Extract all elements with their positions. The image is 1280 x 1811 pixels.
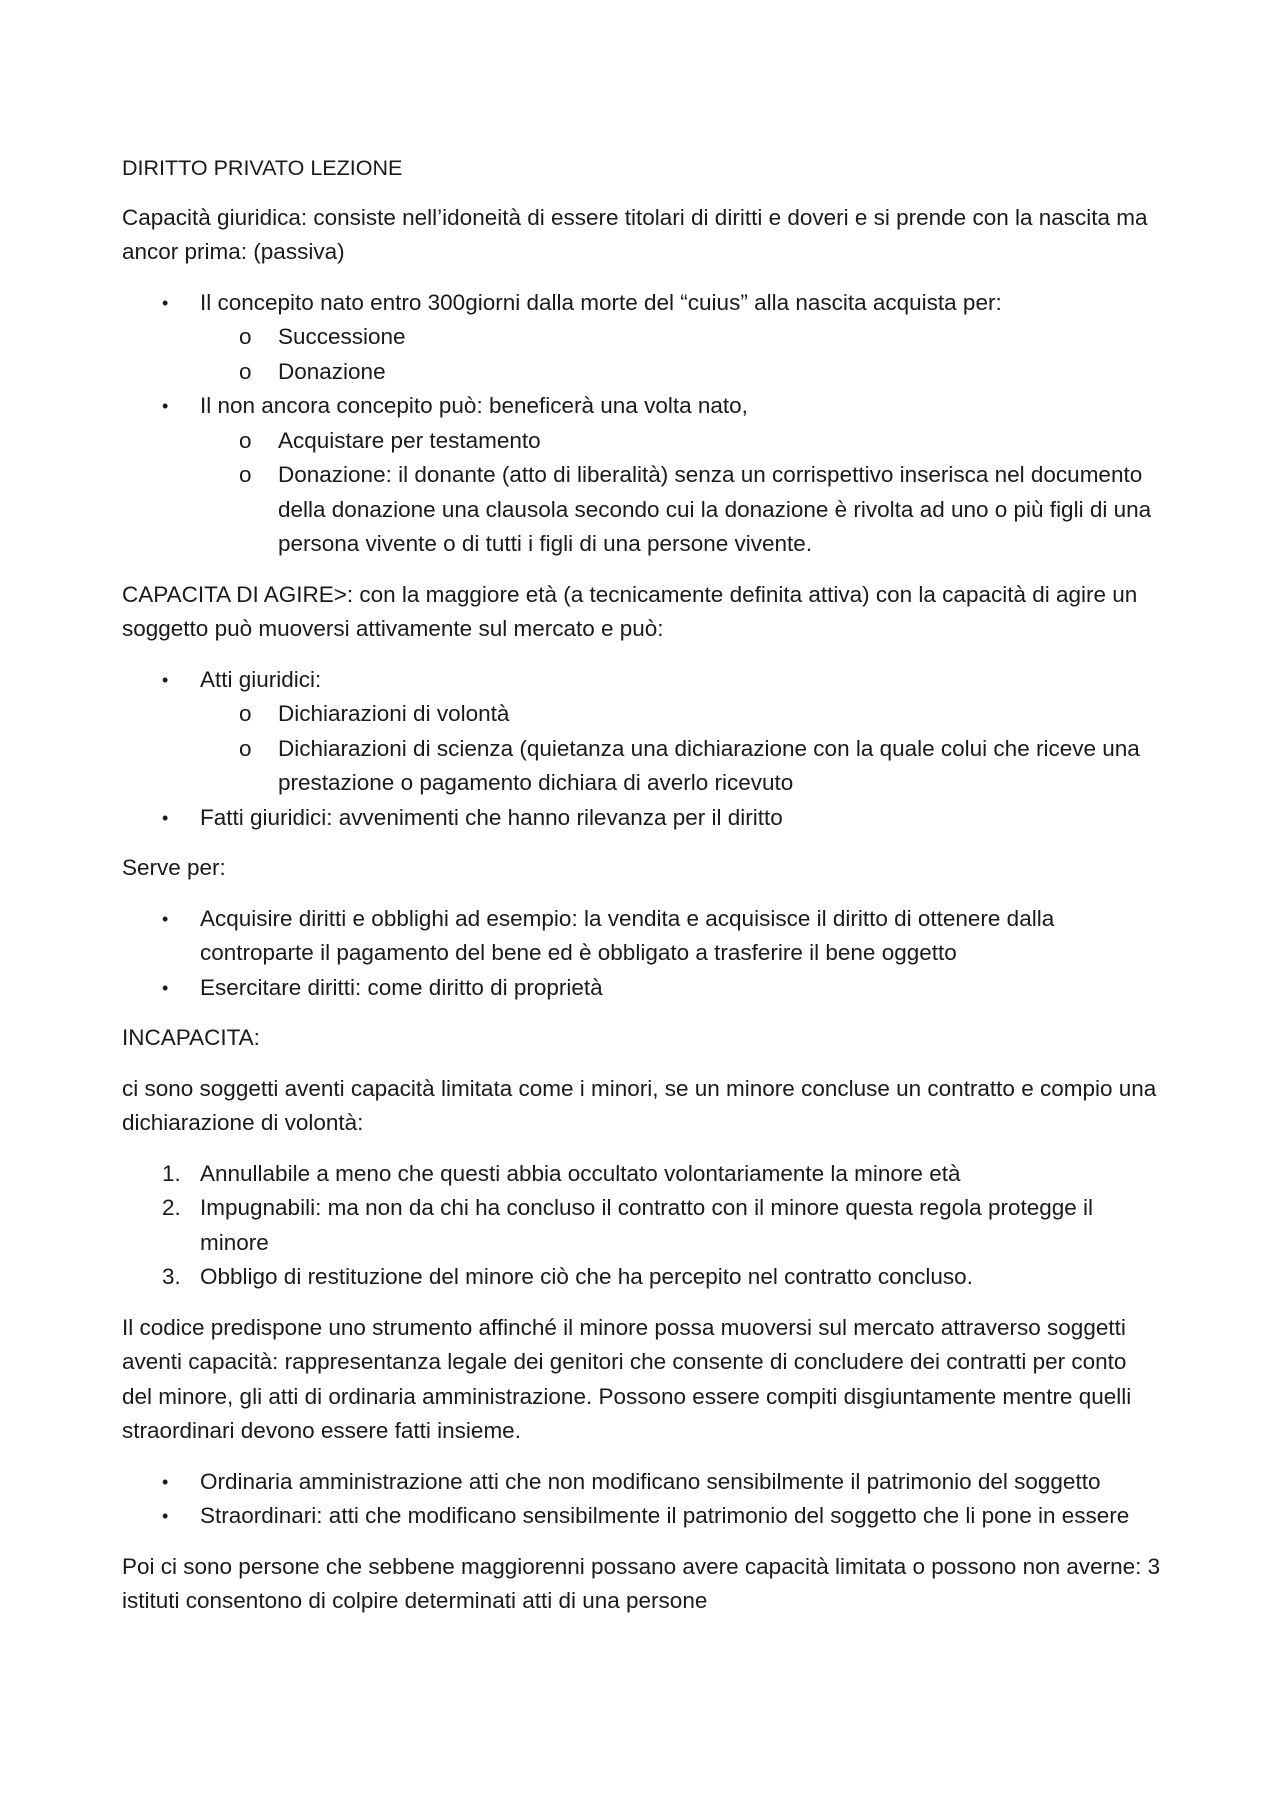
bullet-icon: •: [162, 1471, 169, 1492]
bullet-icon: •: [162, 292, 169, 313]
list-item: [122, 286, 1162, 321]
sub-list-item: [122, 458, 1162, 562]
serve-per-intro: Serve per:: [122, 855, 226, 880]
sub-list-item: [122, 424, 1162, 459]
incapacita-intro: ci sono soggetti aventi capacità limitata come i minori, se un minore concluse un contratto e compio una dichiarazione di volontà:: [122, 1075, 1157, 1135]
sub-list-item-text: Donazione: il donante (atto di liberalità) senza un corrispettivo inserisca nel documento della donazione una clausola secondo cui la donazione è rivolta ad uno o più figli di una persona vivente o di tutti i figli di una persone vivente.: [278, 462, 1152, 556]
list-item: [122, 1499, 1162, 1534]
capacita-giuridica-list: [122, 286, 1162, 562]
sub-list-item-text: Successione: [278, 324, 406, 349]
sub-bullet-icon: o: [239, 324, 252, 349]
list-item: [122, 1465, 1162, 1500]
serve-per-list: [122, 902, 1162, 1006]
sub-list-item-text: Donazione: [278, 358, 386, 384]
list-item-text: Esercitare diritti: come diritto di proprietà: [200, 974, 603, 1000]
codice-intro: Il codice predispone uno strumento affinché il minore possa muoversi sul mercato attraverso soggetti aventi capacità: rappresentanza legale dei genitori che consente di concludere dei contratti per conto del minore, gli atti di ordinaria amministrazione. Possono essere compiti disgiuntamente mentre quelli straordinari devono essere fatti insieme.: [122, 1314, 1132, 1443]
codice-list: [122, 1465, 1162, 1534]
incapacita-heading: INCAPACITA:: [122, 1025, 260, 1050]
incapacita-numbered-list: [122, 1157, 1162, 1295]
sub-list-item: [122, 732, 1162, 801]
list-item-text: Obbligo di restituzione del minore ciò che ha percepito nel contratto concluso.: [200, 1264, 973, 1289]
sub-bullet-icon: o: [239, 701, 252, 726]
sub-list-item-text: Dichiarazioni di volontà: [278, 701, 510, 726]
list-item-text: Straordinari: atti che modificano sensibilmente il patrimonio del soggetto che li pone in essere: [200, 1503, 1130, 1528]
numbered-list-item: [122, 1157, 1162, 1192]
sub-bullet-icon: o: [239, 427, 252, 453]
capacita-agire-list: [122, 663, 1162, 836]
bullet-icon: •: [162, 807, 169, 828]
document-title: DIRITTO PRIVATO LEZIONE: [122, 156, 403, 180]
list-item: [122, 971, 1162, 1006]
list-number: 2.: [162, 1195, 181, 1220]
list-number: 1.: [162, 1160, 181, 1186]
sub-list-item-text: Dichiarazioni di scienza (quietanza una dichiarazione con la quale colui che riceve una prestazione o pagamento dichiara di averlo ricevuto: [278, 735, 1140, 795]
sub-list-item-text: Acquistare per testamento: [278, 427, 541, 453]
list-item-text: Il concepito nato entro 300giorni dalla morte del “cuius” alla nascita acquista per:: [200, 289, 1002, 315]
list-item-text: Il non ancora concepito può: beneficerà una volta nato,: [200, 393, 748, 418]
bullet-icon: •: [162, 396, 169, 416]
numbered-list-item: [122, 1191, 1162, 1260]
sub-bullet-icon: o: [239, 735, 252, 761]
sub-bullet-icon: o: [239, 462, 252, 487]
sub-list-item: [122, 320, 1162, 355]
capacita-agire-intro: CAPACITA DI AGIRE>: con la maggiore età (a tecnicamente definita attiva) con la capacità di agire un soggetto può muoversi attivamente sul mercato e può:: [122, 581, 1138, 641]
document-page: [122, 151, 1162, 1635]
list-item-text: Atti giuridici:: [200, 666, 322, 692]
numbered-list-item: [122, 1260, 1162, 1295]
bullet-icon: •: [162, 977, 169, 998]
bullet-icon: •: [162, 669, 169, 690]
list-item: [122, 663, 1162, 698]
closing-paragraph: Poi ci sono persone che sebbene maggiorenni possano avere capacità limitata o possono non averne: 3 istituti consentono di colpire determinati atti di una persone: [122, 1553, 1161, 1613]
capacita-giuridica-intro: Capacità giuridica: consiste nell’idoneità di essere titolari di diritti e doveri e si prende con la nascita ma ancor prima: (passiva): [122, 204, 1148, 264]
list-item: [122, 389, 1162, 424]
sub-list-item: [122, 355, 1162, 390]
bullet-icon: •: [162, 908, 169, 929]
list-item-text: Impugnabili: ma non da chi ha concluso il contratto con il minore questa regola protegge il minore: [200, 1195, 1094, 1255]
list-item: [122, 801, 1162, 836]
bullet-icon: •: [162, 1506, 169, 1526]
list-item-text: Ordinaria amministrazione atti che non modificano sensibilmente il patrimonio del soggetto: [200, 1468, 1101, 1494]
sub-bullet-icon: o: [239, 358, 252, 384]
list-item-text: Annullabile a meno che questi abbia occultato volontariamente la minore età: [200, 1160, 961, 1186]
list-item: [122, 902, 1162, 971]
sub-list-item: [122, 697, 1162, 732]
list-item-text: Acquisire diritti e obblighi ad esempio: la vendita e acquisisce il diritto di ottenere dalla controparte il pagamento del bene ed è obbligato a trasferire il bene oggetto: [200, 905, 1055, 965]
list-item-text: Fatti giuridici: avvenimenti che hanno rilevanza per il diritto: [200, 804, 783, 830]
list-number: 3.: [162, 1264, 181, 1289]
